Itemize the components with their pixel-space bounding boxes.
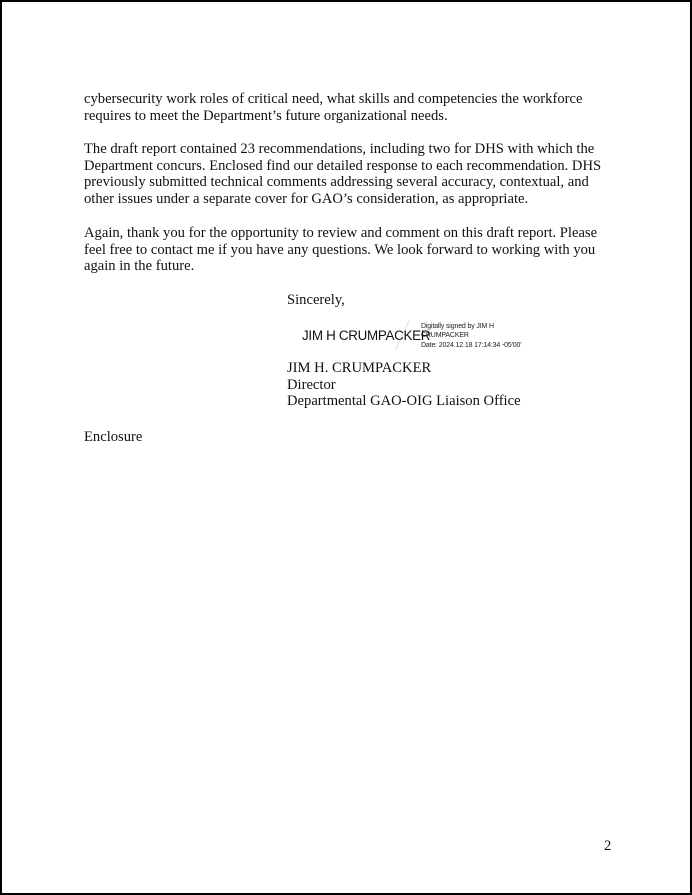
signer-title: Director xyxy=(287,376,336,393)
signer-name: JIM H. CRUMPACKER xyxy=(287,360,432,376)
text-line: requires to meet the Department’s future organizational needs. xyxy=(84,107,448,124)
paragraph-workforce-needs xyxy=(84,91,624,124)
text-line: previously submitted technical comments addressing several accuracy, contextual, and xyxy=(84,174,589,191)
signature-detail-line: CRUMPACKER xyxy=(421,332,469,340)
signer-block xyxy=(287,360,521,410)
text-line: The draft report contained 23 recommendations, including two for DHS with which the xyxy=(84,141,595,157)
text-line: Again, thank you for the opportunity to review and comment on this draft report. Please xyxy=(84,225,598,241)
signature-name: JIM H CRUMPACKER xyxy=(302,328,431,343)
text-line: other issues under a separate cover for GAO’s consideration, as appropriate. xyxy=(84,190,529,207)
signer-office: Departmental GAO-OIG Liaison Office xyxy=(287,393,521,410)
text-line: Department concurs. Enclosed find our detailed response to each recommendation. DHS xyxy=(84,157,602,174)
digital-signature[interactable] xyxy=(302,320,542,352)
signature-detail-line: Digitally signed by JIM H xyxy=(421,323,494,330)
signature-detail-line: Date: 2024.12.18 17:14:34 -05'00' xyxy=(421,341,522,349)
text-line: cybersecurity work roles of critical need, what skills and competencies the workforce xyxy=(84,91,583,107)
paragraph-recommendations xyxy=(84,141,624,207)
closing-salutation: Sincerely, xyxy=(287,292,345,308)
page-number: 2 xyxy=(604,838,612,854)
text-line: again in the future. xyxy=(84,258,195,275)
signature-details xyxy=(421,322,521,350)
enclosure-label: Enclosure xyxy=(84,429,143,445)
paragraph-thank-you xyxy=(84,225,624,275)
text-line: feel free to contact me if you have any questions. We look forward to working with you xyxy=(84,241,596,258)
